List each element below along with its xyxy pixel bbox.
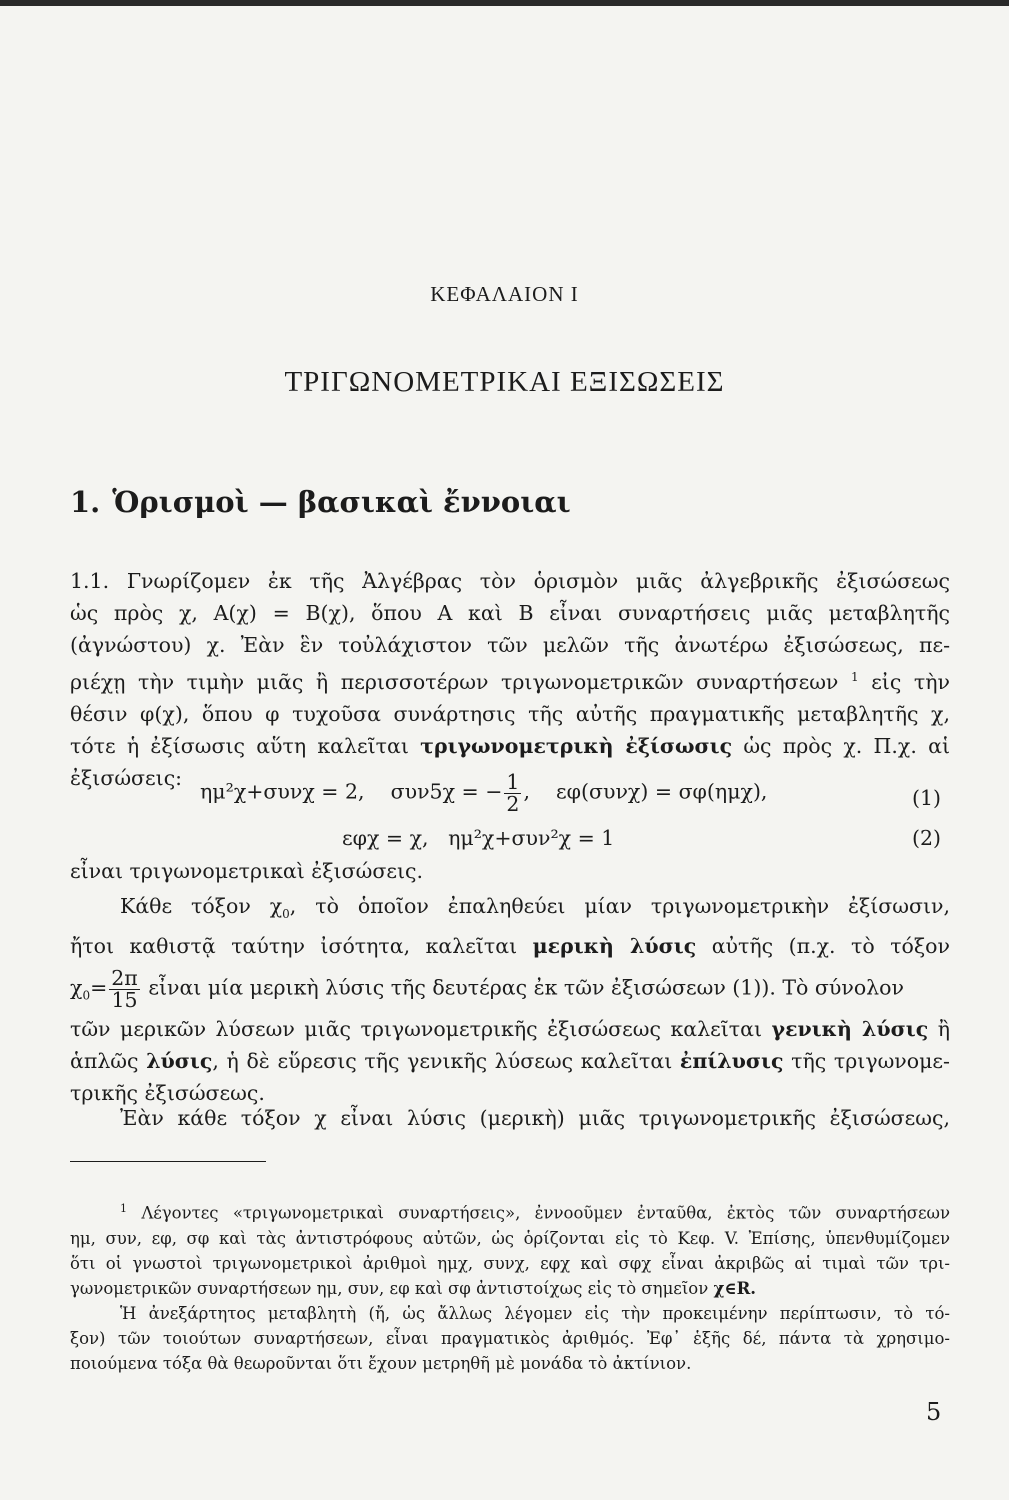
paragraph-1-1 bbox=[70, 565, 950, 794]
footnote-line: ποιούμενα τόξα θὰ θεωροῦνται ὅτι ἔχουν μετρηθῆ μὲ μονάδα τὸ ἀκτίνιον. bbox=[70, 1353, 692, 1373]
equation-number-1: (1) bbox=[911, 786, 941, 810]
paragraph-3: Ἐὰν κάθε τόξον χ εἶναι λύσις (μερικὴ) μιᾶς τριγωνομετρικῆς ἐξισώσεως, bbox=[120, 1106, 950, 1130]
term-resolution: ἐπίλυσις bbox=[679, 1048, 784, 1073]
fraction-one-half: $\frac{1}{2}$ bbox=[506, 770, 520, 816]
equation-2: εφχ = χ, ημ²χ+συν²χ = 1 bbox=[342, 826, 615, 850]
term-partial-solution: μερικὴ λύσις bbox=[532, 934, 697, 959]
chapter-label: ΚΕΦΑΛΑΙΟΝ I bbox=[430, 282, 579, 306]
text-line: τῶν μερικῶν λύσεων μιᾶς τριγωνομετρικῆς ἐξισώσεως καλεῖται γενικὴ λύσις ἢ bbox=[70, 1016, 950, 1041]
footnote-line: $^1$ Λέγοντες «τριγωνομετρικαὶ συναρτήσεις», ἐννοοῦμεν ἐνταῦθα, ἐκτὸς τῶν συναρτήσεων bbox=[120, 1202, 951, 1223]
term-general-solution: γενικὴ λύσις bbox=[771, 1016, 929, 1041]
text-line: Κάθε τόξον $\chi_0$, τὸ ὁποῖον ἐπαληθεύει μίαν τριγωνομετρικὴν ἐξίσωσιν, bbox=[120, 894, 950, 922]
text-line: εἶναι τριγωνομετρικαὶ ἐξισώσεις. bbox=[70, 859, 423, 883]
footnote-line: γωνομετρικῶν συναρτήσεων ημ, συν, εφ καὶ σφ ἀντιστοίχως εἰς τὸ σημεῖον χ∈R. bbox=[70, 1278, 757, 1298]
footnote-line: ημ, συν, εφ, σφ καὶ τὰς ἀντιστρόφους αὐτῶν, ὡς ὁρίζονται εἰς τὸ Κεφ. V. Ἐπίσης, ὑπενθυμίζομεν bbox=[70, 1228, 950, 1248]
text-line: ριέχῃ τὴν τιμὴν μιᾶς ἢ περισσοτέρων τριγωνομετρικῶν συναρτήσεων $^1$ εἰς τὴν bbox=[70, 669, 950, 694]
text-line: τρικῆς ἐξισώσεως. bbox=[70, 1080, 265, 1105]
footnote-mark: 1 bbox=[120, 1202, 127, 1215]
chapter-title: ΤΡΙΓΩΝΟΜΕΤΡΙΚΑΙ ΕΞΙΣΩΣΕΙΣ bbox=[284, 366, 725, 398]
page-number: 5 bbox=[926, 1398, 942, 1426]
term-trig-equation: τριγωνομετρικὴ ἐξίσωσις bbox=[420, 733, 733, 758]
footnote-line: ξον) τῶν τοιούτων συναρτήσεων, εἶναι πραγματικὸς ἀριθμός. Ἐφ᾽ ἑξῆς δέ, πάντα τὰ χρησιμο- bbox=[70, 1328, 950, 1348]
text-line: ὡς πρὸς χ, Α(χ) = Β(χ), ὅπου Α καὶ Β εἶναι συναρτήσεις μιᾶς μεταβλητῆς bbox=[70, 601, 950, 625]
footnote-line: Ἡ ἀνεξάρτητος μεταβλητὴ (ἤ, ὡς ἄλλως λέγομεν εἰς τὴν προκειμένην περίπτωσιν, τὸ τό- bbox=[120, 1303, 950, 1323]
section-title: Ὁρισμοὶ — βασικαὶ ἔννοιαι bbox=[112, 485, 571, 519]
paragraph-2 bbox=[70, 890, 950, 1109]
section-heading bbox=[70, 485, 571, 519]
text-line: ἤτοι καθιστᾷ ταύτην ἰσότητα, καλεῖται μερικὴ λύσις αὐτῆς (π.χ. τὸ τόξον bbox=[70, 934, 950, 959]
footnote-rule bbox=[70, 1161, 266, 1162]
top-edge-bar bbox=[0, 0, 1009, 6]
text-line: θέσιν φ(χ), ὅπου φ τυχοῦσα συνάρτησις τῆς αὐτῆς πραγματικῆς μεταβλητῆς χ, bbox=[70, 701, 950, 726]
text-line: ἐξισώσεις: bbox=[70, 765, 183, 790]
footnote-ref: 1 bbox=[850, 670, 859, 684]
fraction-2pi-15: $\frac{2\pi}{15}$ bbox=[111, 966, 138, 1012]
footnote-line: ὅτι οἱ γνωστοὶ τριγωνομετρικοὶ ἀριθμοὶ ημχ, συνχ, εφχ καὶ σφχ εἶναι ἀκριβῶς αἱ τιμαὶ τῶν τρι- bbox=[70, 1253, 950, 1273]
term-solution: λύσις bbox=[146, 1048, 213, 1073]
text-line: 1.1. Γνωρίζομεν ἐκ τῆς Ἀλγέβρας τὸν ὁρισμὸν μιᾶς ἀλγεβρικῆς ἐξισώσεως bbox=[70, 569, 950, 593]
text-line: (ἀγνώστου) χ. Ἐὰν ἓν τοὐλάχιστον τῶν μελῶν τῆς ἀνωτέρω ἐξισώσεως, πε- bbox=[70, 633, 950, 657]
text-line: ἁπλῶς λύσις, ἡ δὲ εὕρεσις τῆς γενικῆς λύσεως καλεῖται ἐπίλυσις τῆς τριγωνομε- bbox=[70, 1048, 950, 1073]
equation-number-2: (2) bbox=[911, 826, 941, 850]
equation-1: ημ²χ+συνχ = 2, συν5χ = − $\frac{1}{2}$ , εφ(συνχ) = σφ(ημχ), bbox=[200, 770, 768, 816]
text-line: $\chi_0=$ $\frac{2\pi}{15}$ εἶναι μία μερικὴ λύσις τῆς δευτέρας ἐκ τῶν ἐξισώσεων (1)). Τὸ σύνολον bbox=[70, 966, 904, 1012]
section-number: 1. bbox=[70, 485, 101, 519]
text-line: τότε ἡ ἐξίσωσις αὕτη καλεῖται τριγωνομετρικὴ ἐξίσωσις ὡς πρὸς χ. Π.χ. αἱ bbox=[70, 733, 950, 758]
footnote bbox=[70, 1196, 950, 1376]
